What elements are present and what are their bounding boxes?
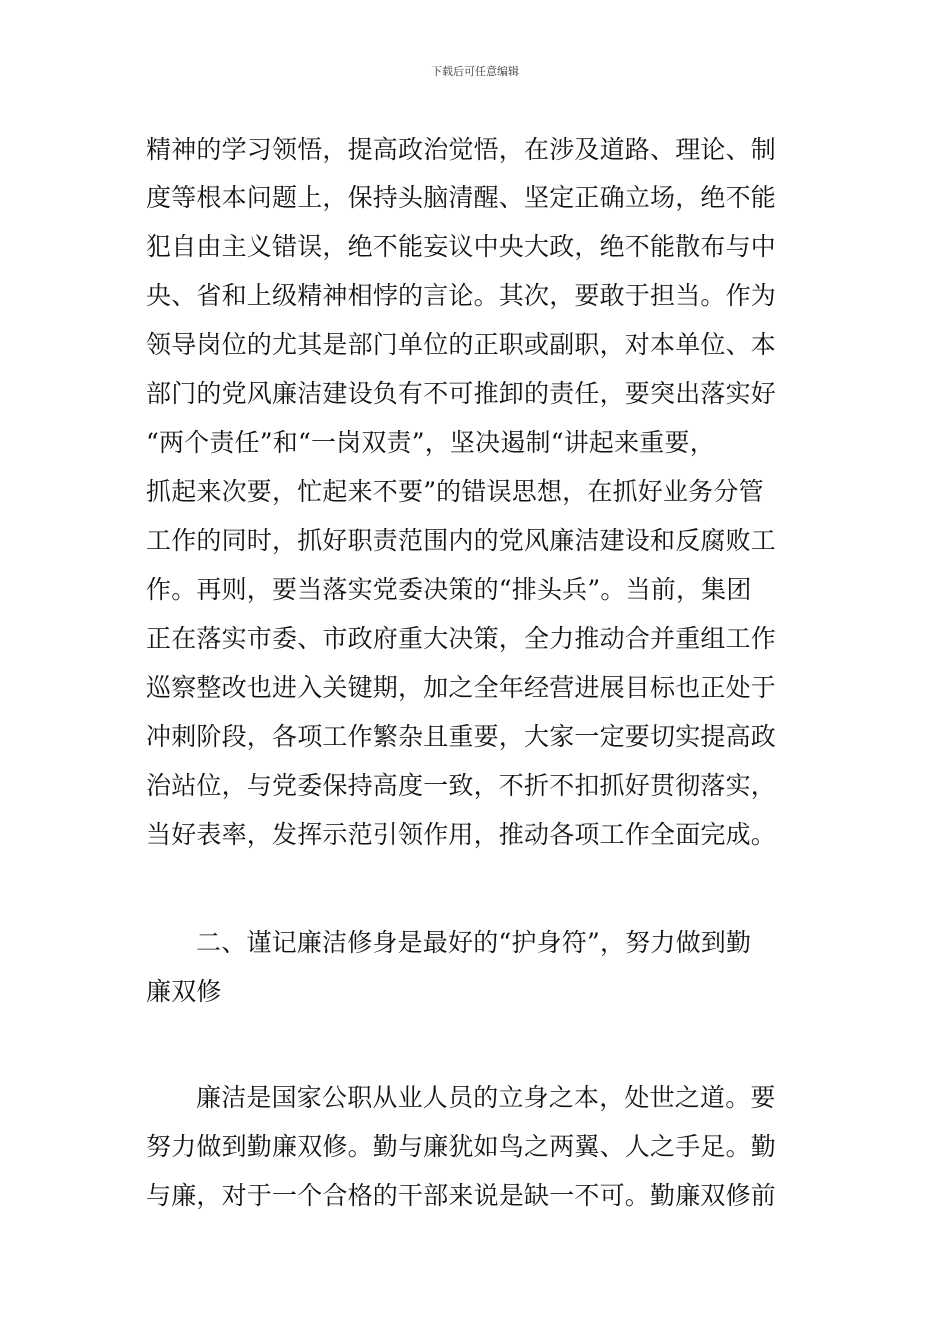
text-line: 度等根本问题上，保持头脑清醒、坚定正确立场，绝不能 [146,183,777,212]
text-line: 努力做到勤廉双修。勤与廉犹如鸟之两翼、人之手足。勤 [146,1132,777,1161]
text-line: 央、省和上级精神相悖的言论。其次，要敢于担当。作为 [146,281,777,310]
text-line: “两个责任”和“一岗双责”，坚决遏制“讲起来重要， [146,428,715,457]
text-line: 正在落实市委、市政府重大决策，全力推动合并重组工作 [146,624,777,653]
heading-line: 二、谨记廉洁修身是最好的“护身符”，努力做到勤 [196,928,752,957]
text-line: 部门的党风廉洁建设负有不可推卸的责任，要突出落实好 [146,379,777,408]
text-line: 巡察整改也进入关键期，加之全年经营进展目标也正处于 [146,673,777,702]
text-line: 精神的学习领悟，提高政治觉悟，在涉及道路、理论、制 [146,135,777,164]
page-header: 下载后可任意编辑 [431,65,519,78]
text-line: 工作的同时，抓好职责范围内的党风廉洁建设和反腐败工 [146,526,777,555]
text-line: 治站位，与党委保持高度一致，不折不扣抓好贯彻落实， [146,771,777,800]
text-line: 抓起来次要，忙起来不要”的错误思想，在抓好业务分管 [146,477,764,506]
text-line: 当好表率，发挥示范引领作用，推动各项工作全面完成。 [146,820,777,849]
text-line: 领导岗位的尤其是部门单位的正职或副职，对本单位、本 [146,330,777,359]
text-line: 廉洁是国家公职从业人员的立身之本，处世之道。要 [196,1083,776,1112]
text-line: 冲刺阶段，各项工作繁杂且重要，大家一定要切实提高政 [146,722,777,751]
heading-line: 廉双修 [146,977,222,1006]
text-line: 作。再则，要当落实党委决策的“排头兵”。当前，集团 [146,575,752,604]
text-line: 犯自由主义错误，绝不能妄议中央大政，绝不能散布与中 [146,232,777,261]
text-line: 与廉，对于一个合格的干部来说是缺一不可。勤廉双修前 [146,1181,777,1210]
